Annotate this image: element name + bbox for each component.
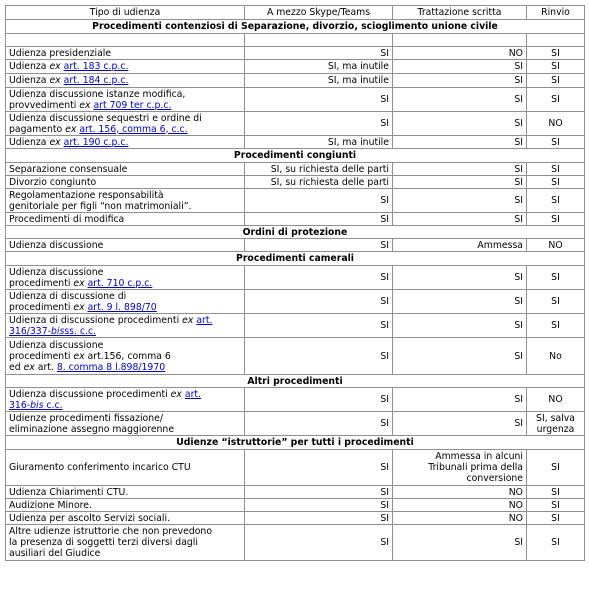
table-row xyxy=(6,486,585,499)
law-reference-link[interactable]: 8. comma 8 l.898/1970 xyxy=(56,361,166,373)
written-cell: SI xyxy=(393,388,527,412)
skype-teams-cell: SI xyxy=(245,450,393,486)
italic-text: ex xyxy=(65,123,77,135)
table-row xyxy=(6,239,585,252)
written-cell: SI xyxy=(393,290,527,314)
hearing-type-cell: Udienza presidenziale xyxy=(6,47,245,60)
table-row xyxy=(6,290,585,314)
rinvio-cell: SI xyxy=(527,486,585,499)
written-cell: SI xyxy=(393,338,527,375)
hearing-type-cell: Udienza discussione istanze modifica, provvedimenti ex art 709 ter c.p.c. xyxy=(6,88,245,112)
rinvio-cell: SI xyxy=(527,512,585,525)
section-title: Procedimenti camerali xyxy=(6,252,585,266)
skype-teams-cell: SI xyxy=(245,388,393,412)
written-cell: SI xyxy=(393,314,527,338)
hearing-type-cell: Udienza di discussione procedimenti ex art. 316/337-bisss. c.c. xyxy=(6,314,245,338)
document-page xyxy=(5,5,584,561)
italic-text: ex xyxy=(49,61,61,72)
hearing-type-cell: Udienza per ascolto Servizi sociali. xyxy=(6,512,245,525)
table-row xyxy=(6,136,585,149)
hearing-type-cell xyxy=(6,34,245,47)
italic-text: ex xyxy=(182,314,194,326)
hearing-type-cell: Udienza discussione procedimenti ex art. 710 c.p.c. xyxy=(6,266,245,290)
italic-text: ex xyxy=(73,350,85,362)
rinvio-cell: SI xyxy=(527,189,585,213)
rinvio-cell: SI xyxy=(527,176,585,189)
written-cell: Ammessa in alcuni Tribunali prima della conversione xyxy=(393,450,527,486)
header-tipo-udienza: Tipo di udienza xyxy=(6,6,245,20)
skype-teams-cell: SI, su richiesta delle parti xyxy=(245,163,393,176)
hearing-type-cell: Udienza ex art. 183 c.p.c. xyxy=(6,60,245,74)
rinvio-cell: NO xyxy=(527,112,585,136)
skype-teams-cell: SI xyxy=(245,499,393,512)
rinvio-cell: SI xyxy=(527,266,585,290)
table-row xyxy=(6,388,585,412)
law-reference-link[interactable]: bis xyxy=(50,325,65,337)
hearing-modes-table xyxy=(5,5,585,561)
rinvio-cell: SI xyxy=(527,525,585,561)
hearing-type-cell: Udienza discussione procedimenti ex art.156, comma 6 ed ex art. 8. comma 8 l.898/1970 xyxy=(6,338,245,375)
header-skype-teams: A mezzo Skype/Teams xyxy=(245,6,393,20)
rinvio-cell: SI xyxy=(527,88,585,112)
table-row xyxy=(6,47,585,60)
table-row xyxy=(6,189,585,213)
written-cell: SI xyxy=(393,88,527,112)
law-reference-link[interactable]: art. 190 c.p.c. xyxy=(63,136,129,148)
written-cell: SI xyxy=(393,412,527,436)
written-cell: NO xyxy=(393,512,527,525)
header-trattazione-scritta: Trattazione scritta xyxy=(393,6,527,20)
skype-teams-cell: SI xyxy=(245,314,393,338)
law-reference-link[interactable]: art. 184 c.p.c. xyxy=(63,75,129,86)
rinvio-cell: SI xyxy=(527,450,585,486)
table-row xyxy=(6,512,585,525)
skype-teams-cell: SI xyxy=(245,338,393,375)
skype-teams-cell: SI xyxy=(245,189,393,213)
table-row xyxy=(6,163,585,176)
table-row xyxy=(6,60,585,74)
table-row xyxy=(6,314,585,338)
skype-teams-cell: SI xyxy=(245,112,393,136)
table-row xyxy=(6,112,585,136)
law-reference-link[interactable]: 316- xyxy=(9,399,31,411)
italic-text: ex xyxy=(170,388,182,400)
skype-teams-cell: SI xyxy=(245,47,393,60)
section-title: Ordini di protezione xyxy=(6,226,585,239)
law-reference-link[interactable]: ss. c.c. xyxy=(64,325,97,337)
hearing-type-cell: Audizione Minore. xyxy=(6,499,245,512)
skype-teams-cell: SI, ma inutile xyxy=(245,136,393,149)
written-cell: SI xyxy=(393,189,527,213)
italic-text: ex xyxy=(73,301,85,313)
hearing-type-cell: Altre udienze istruttorie che non prevedono la presenza di soggetti terzi diversi dagli ausiliari del Giudice xyxy=(6,525,245,561)
hearing-type-cell: Udienza discussione sequestri e ordine di pagamento ex art. 156, comma 6, c.c. xyxy=(6,112,245,136)
section-row xyxy=(6,252,585,266)
written-cell: SI xyxy=(393,163,527,176)
law-reference-link[interactable]: art. xyxy=(196,314,213,326)
rinvio-cell: SI xyxy=(527,290,585,314)
rinvio-cell: SI xyxy=(527,314,585,338)
hearing-type-cell: Giuramento conferimento incarico CTU xyxy=(6,450,245,486)
rinvio-cell: SI xyxy=(527,136,585,149)
section-row xyxy=(6,436,585,450)
written-cell: NO xyxy=(393,486,527,499)
skype-teams-cell: SI xyxy=(245,486,393,499)
law-reference-link[interactable]: 316/337- xyxy=(9,325,51,337)
table-row xyxy=(6,499,585,512)
rinvio-cell: SI xyxy=(527,163,585,176)
rinvio-cell: SI xyxy=(527,499,585,512)
written-cell: SI xyxy=(393,136,527,149)
rinvio-cell: NO xyxy=(527,239,585,252)
section-title: Procedimenti congiunti xyxy=(6,149,585,163)
hearing-type-cell: Procedimenti di modifica xyxy=(6,213,245,226)
table-row xyxy=(6,412,585,436)
hearing-type-cell: Udienza ex art. 184 c.p.c. xyxy=(6,74,245,88)
written-cell: SI xyxy=(393,213,527,226)
table-row xyxy=(6,338,585,375)
italic-text: ex xyxy=(49,75,61,86)
rinvio-cell: NO xyxy=(527,388,585,412)
section-title: Altri procedimenti xyxy=(6,375,585,388)
skype-teams-cell: SI, ma inutile xyxy=(245,60,393,74)
header-rinvio: Rinvio xyxy=(527,6,585,20)
law-reference-link[interactable]: art 709 ter c.p.c. xyxy=(93,99,172,111)
written-cell: NO xyxy=(393,47,527,60)
rinvio-cell: SI xyxy=(527,74,585,88)
written-cell xyxy=(393,34,527,47)
written-cell: Ammessa xyxy=(393,239,527,252)
written-cell: SI xyxy=(393,60,527,74)
skype-teams-cell: SI xyxy=(245,525,393,561)
section-row xyxy=(6,149,585,163)
rinvio-cell: SI xyxy=(527,213,585,226)
rinvio-cell xyxy=(527,34,585,47)
written-cell: SI xyxy=(393,112,527,136)
hearing-type-cell: Udienza ex art. 190 c.p.c. xyxy=(6,136,245,149)
law-reference-link[interactable]: art. 156, comma 6, c.c. xyxy=(79,123,188,135)
skype-teams-cell: SI, ma inutile xyxy=(245,74,393,88)
table-row xyxy=(6,176,585,189)
hearing-type-cell: Udienza discussione procedimenti ex art. 316-bis c.c. xyxy=(6,388,245,412)
table-row xyxy=(6,34,585,47)
law-reference-link[interactable]: art. 9 l. 898/70 xyxy=(87,301,157,313)
skype-teams-cell: SI xyxy=(245,88,393,112)
skype-teams-cell: SI xyxy=(245,239,393,252)
italic-text: ex xyxy=(73,277,85,289)
table-row xyxy=(6,525,585,561)
table-row xyxy=(6,450,585,486)
hearing-type-cell: Separazione consensuale xyxy=(6,163,245,176)
section-row xyxy=(6,375,585,388)
hearing-type-cell: Udienza discussione xyxy=(6,239,245,252)
law-reference-link[interactable]: c.c. xyxy=(43,399,63,411)
hearing-type-cell: Regolamentazione responsabilità genitoriale per figli “non matrimoniali”. xyxy=(6,189,245,213)
skype-teams-cell: SI xyxy=(245,412,393,436)
written-cell: NO xyxy=(393,499,527,512)
rinvio-cell: No xyxy=(527,338,585,375)
header-row xyxy=(6,6,585,20)
written-cell: SI xyxy=(393,74,527,88)
section-title: Udienze “istruttorie” per tutti i procedimenti xyxy=(6,436,585,450)
written-cell: SI xyxy=(393,266,527,290)
skype-teams-cell: SI xyxy=(245,266,393,290)
hearing-type-cell: Udienza Chiarimenti CTU. xyxy=(6,486,245,499)
italic-text: ex xyxy=(23,361,35,373)
section-row xyxy=(6,20,585,34)
hearing-type-cell: Divorzio congiunto xyxy=(6,176,245,189)
skype-teams-cell: SI xyxy=(245,290,393,314)
skype-teams-cell xyxy=(245,34,393,47)
hearing-type-cell: Udienza di discussione di procedimenti ex art. 9 l. 898/70 xyxy=(6,290,245,314)
law-reference-link[interactable]: art. 183 c.p.c. xyxy=(63,61,129,72)
written-cell: SI xyxy=(393,525,527,561)
table-row xyxy=(6,88,585,112)
hearing-type-cell: Udienze procedimenti fissazione/ eliminazione assegno maggiorenne xyxy=(6,412,245,436)
table-row xyxy=(6,74,585,88)
skype-teams-cell: SI xyxy=(245,213,393,226)
rinvio-cell: SI xyxy=(527,60,585,74)
written-cell: SI xyxy=(393,176,527,189)
table-body xyxy=(6,20,585,561)
skype-teams-cell: SI xyxy=(245,512,393,525)
table-row xyxy=(6,266,585,290)
italic-text: ex xyxy=(49,136,61,148)
law-reference-link[interactable]: bis xyxy=(30,399,44,411)
section-title: Procedimenti contenziosi di Separazione, divorzio, scioglimento unione civile xyxy=(6,20,585,34)
italic-text: ex xyxy=(79,99,91,111)
rinvio-cell: SI xyxy=(527,47,585,60)
table-row xyxy=(6,213,585,226)
law-reference-link[interactable]: art. xyxy=(184,388,201,400)
skype-teams-cell: SI, su richiesta delle parti xyxy=(245,176,393,189)
section-row xyxy=(6,226,585,239)
rinvio-cell: SI, salva urgenza xyxy=(527,412,585,436)
law-reference-link[interactable]: art. 710 c.p.c. xyxy=(87,277,153,289)
